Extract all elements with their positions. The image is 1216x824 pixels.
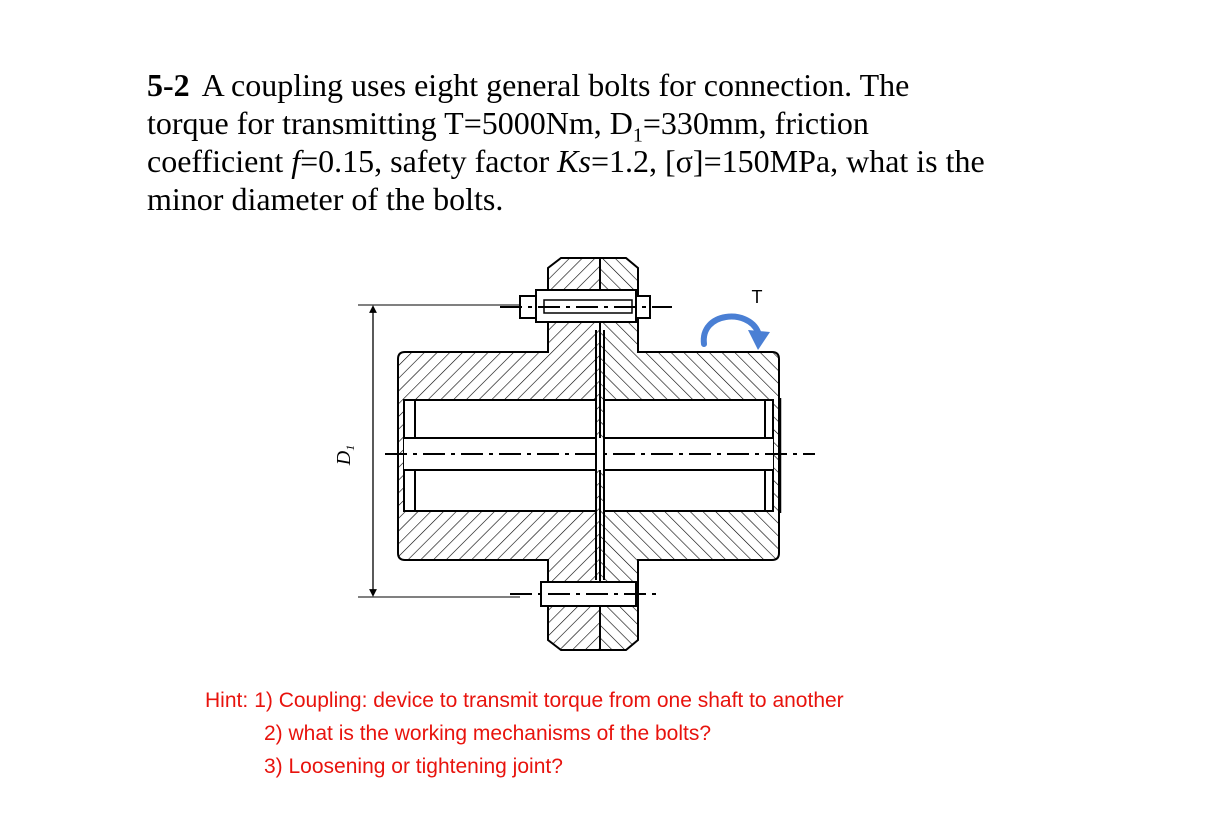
problem-statement <box>147 66 1107 218</box>
coupling-diagram <box>320 236 840 666</box>
hint-block <box>205 684 844 783</box>
torque-arrow-icon <box>704 287 770 350</box>
hint-item-3: 3) Loosening or tightening joint? <box>264 755 563 778</box>
problem-line-1: 5-2 A coupling uses eight general bolts for connection. The <box>147 67 910 103</box>
hint-item-1: Hint: 1) Coupling: device to transmit torque from one shaft to another <box>205 689 844 712</box>
problem-number: 5-2 <box>147 67 190 103</box>
top-bolt <box>500 290 672 322</box>
problem-line-4: minor diameter of the bolts. <box>147 181 504 217</box>
problem-line-3: coefficient f=0.15, safety factor Ks=1.2, [σ]=150MPa, what is the <box>147 143 985 179</box>
hint-label: Hint: <box>205 689 249 712</box>
problem-line-2: torque for transmitting T=5000Nm, $D_1=330mm$, friction <box>147 105 869 147</box>
dimension-label: $D_1$ <box>333 444 357 466</box>
hint-item-2: 2) what is the working mechanisms of the bolts? <box>264 722 712 745</box>
torque-label: T <box>751 287 763 307</box>
